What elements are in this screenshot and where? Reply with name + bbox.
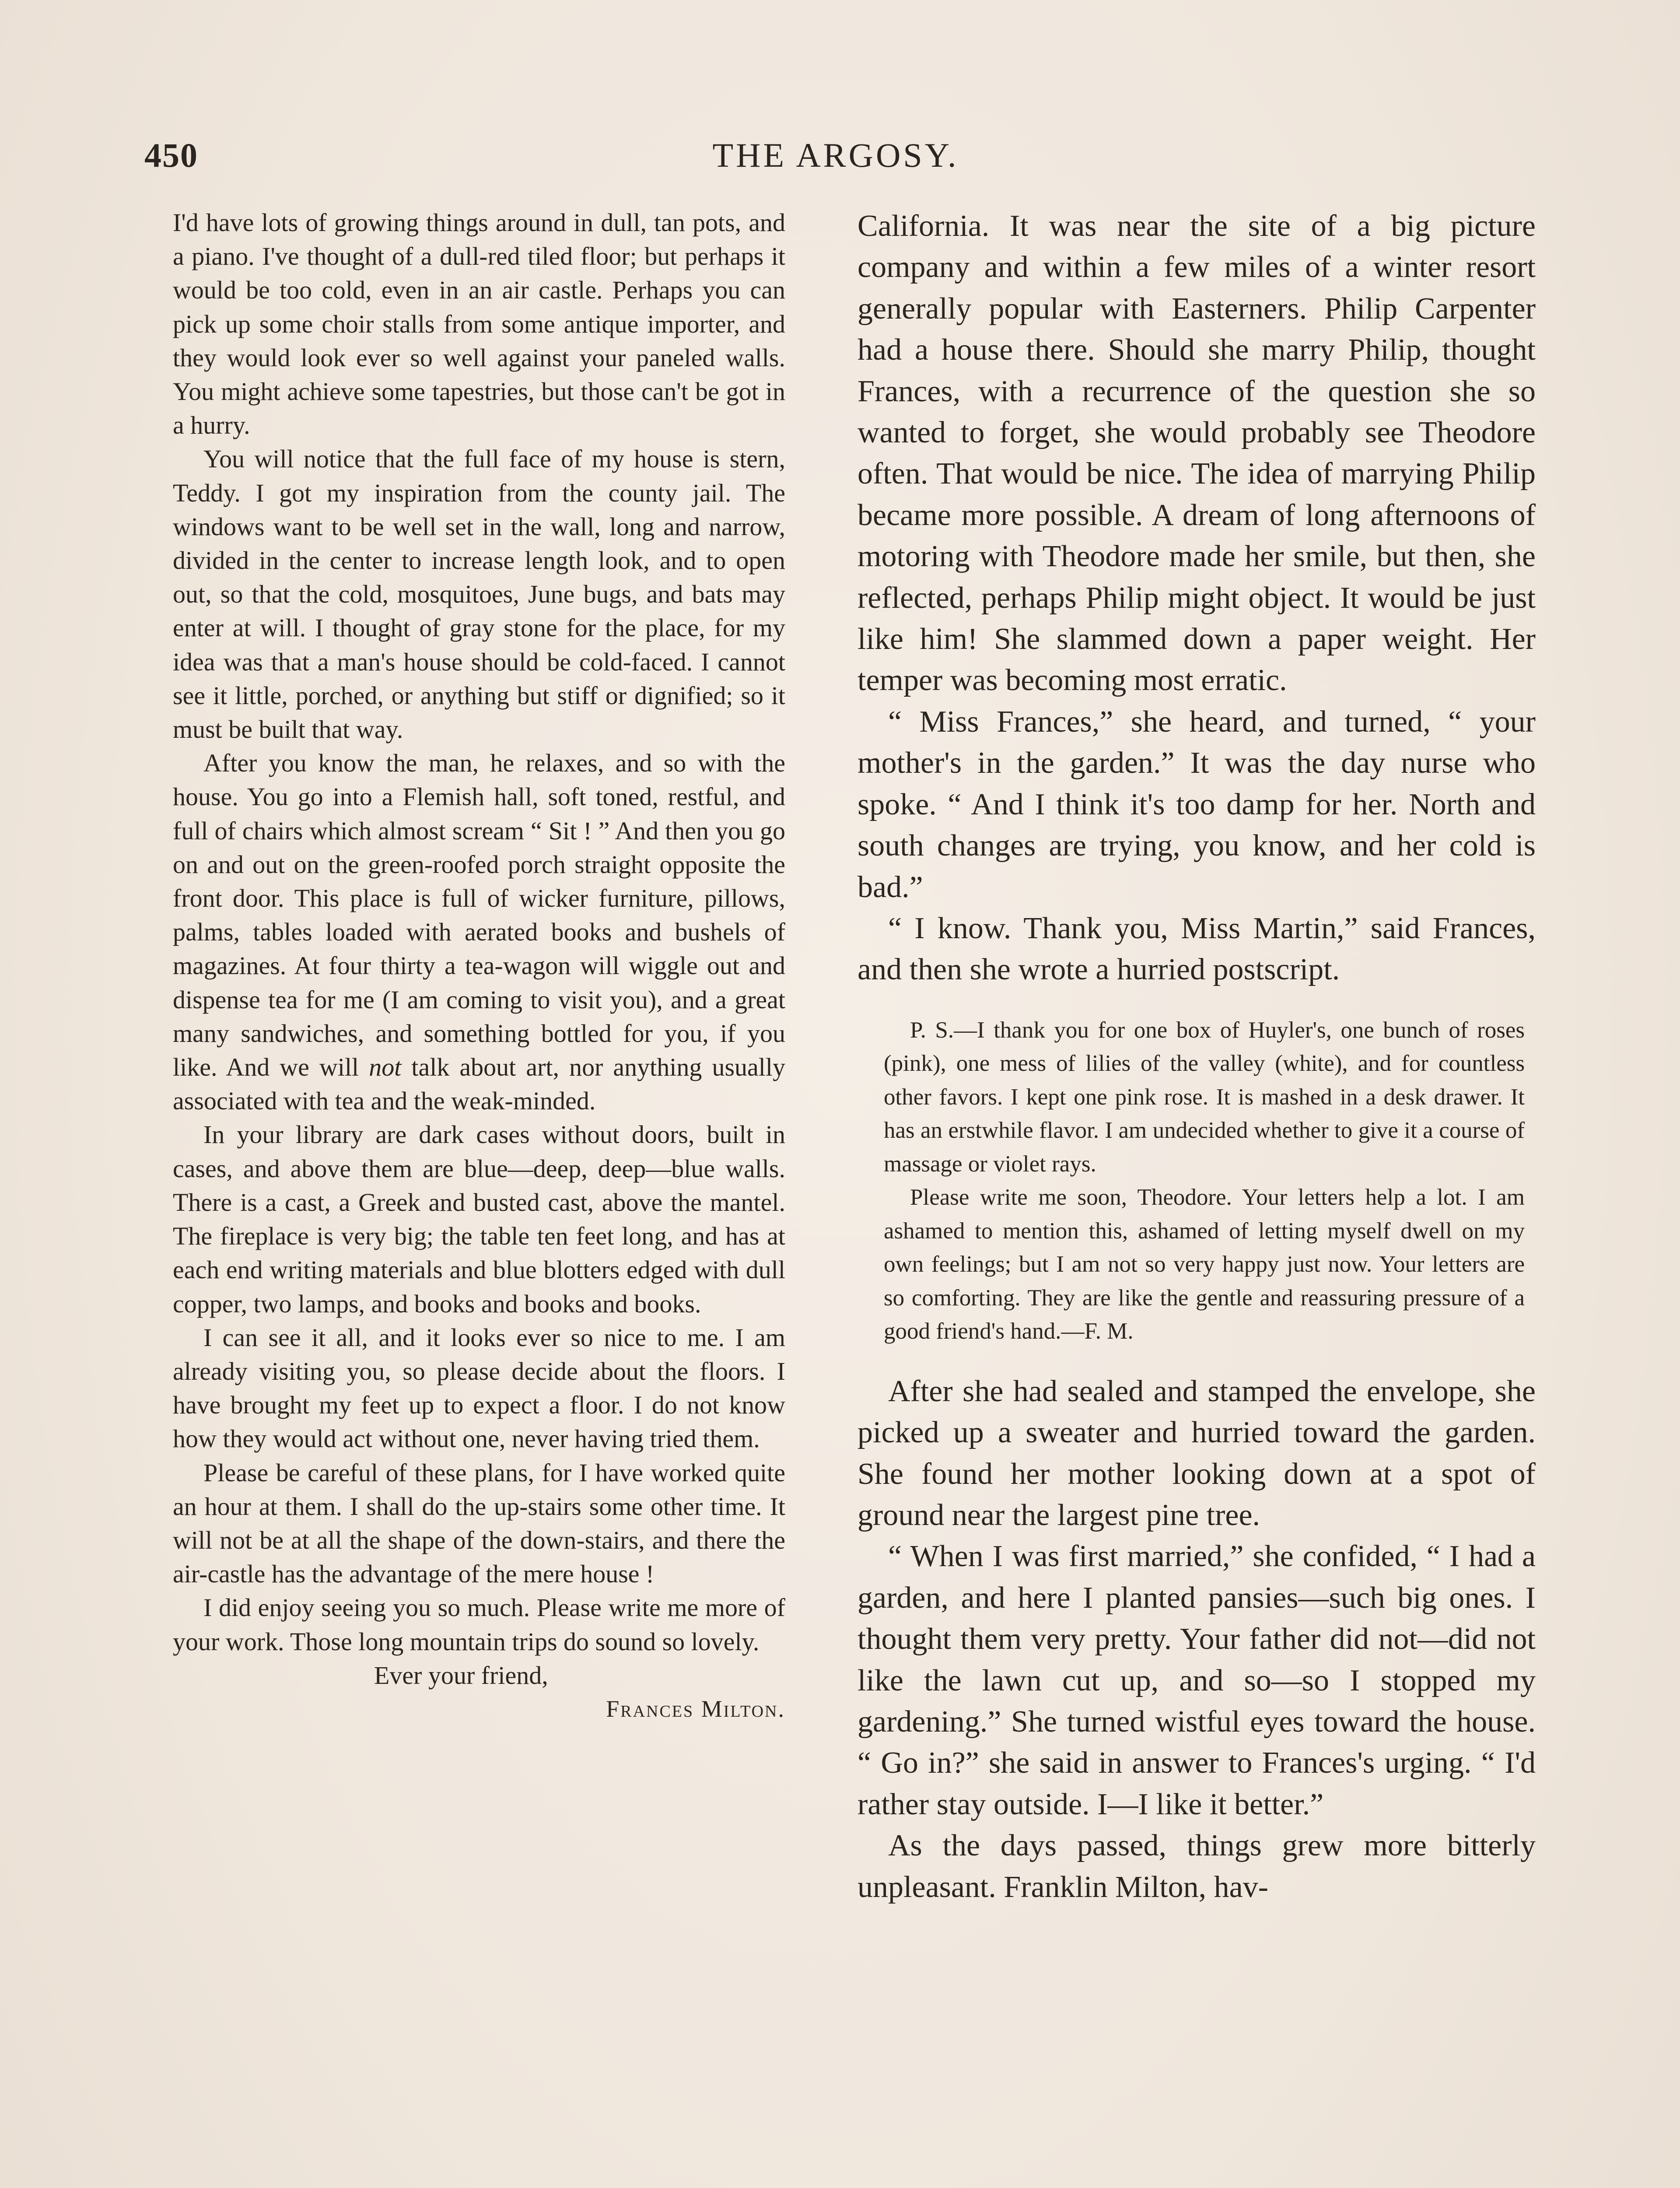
postscript-paragraph: P. S.—I thank you for one box of Huyler's, one bunch of roses (pink), one mess of lilies of the valley (white), and for countless other favors. I kept one pink rose. It is mashed in a desk drawer. It has an erstwhile flavor. I am undecided whether to give it a course of massage or violet rays. (884, 1017, 1525, 1177)
right-narrative-bottom (858, 1371, 1536, 1908)
letter-closing: Ever your friend, (374, 1661, 548, 1690)
narrative-paragraph: “ I know. Thank you, Miss Martin,” said Frances, and then she wrote a hurried postscript. (858, 911, 1536, 987)
narrative-paragraph: “ Miss Frances,” she heard, and turned, “ your mother's in the garden.” It was the day nurse who spoke. “ And I think it's too damp for her. North and south changes are trying, you know, and her cold is bad.” (858, 705, 1536, 904)
right-narrative-top (858, 206, 1536, 991)
letter-paragraph: After you know the man, he relaxes, and so with the house. You go into a Flemish hall, soft toned, restful, and full of chairs which almost scream “ Sit ! ” And then you go on and out on the green-roofed porch straight opposite the front door. This place is full of wicker furniture, pillows, palms, tables loaded with aerated books and bushels of magazines. At four thirty a tea-wagon will wiggle out and dispense tea for me (I am coming to visit you), and a great many sandwiches, and something bottled for you, if you like. And we will not talk about art, nor anything usually associated with tea and the weak-minded. (173, 749, 785, 1115)
right-column (858, 206, 1536, 1908)
page-header (131, 136, 1540, 184)
running-title: THE ARGOSY. (712, 136, 959, 174)
letter-paragraph: I did enjoy seeing you so much. Please write me more of your work. Those long mountain trips do sound so lovely. (173, 1593, 785, 1656)
letter-paragraph: Please be careful of these plans, for I have worked quite an hour at them. I shall do the up-stairs some other time. It will not be at all the shape of the down-stairs, and there the air-castle has the advantage of the mere house ! (173, 1458, 785, 1588)
letter-paragraph: I'd have lots of growing things around in dull, tan pots, and a piano. I've thought of a dull-red tiled floor; but perhaps it would be too cold, even in an air castle. Perhaps you can pick up some choir stalls from some antique importer, and they would look ever so well against your paneled walls. You might achieve some tapestries, but those can't be got in a hurry. (173, 208, 785, 440)
letter-signature: Frances Milton. (606, 1695, 785, 1722)
left-column (173, 206, 785, 1726)
narrative-paragraph: California. It was near the site of a big picture company and within a few miles of a winter resort generally popular with Easterners. Philip Carpenter had a house there. Should she marry Philip, thought Frances, with a recurrence of the question she so wanted to forget, she would probably see Theodore often. That would be nice. The idea of marrying Philip became more possible. A dream of long afternoons of motoring with Theodore made her smile, but then, she reflected, perhaps Philip might object. It would be just like him! She slammed down a paper weight. Her temper was becoming most erratic. (858, 209, 1536, 698)
narrative-paragraph: As the days passed, things grew more bitterly unpleasant. Franklin Milton, hav- (858, 1829, 1536, 1904)
narrative-paragraph: “ When I was first married,” she confided, “ I had a garden, and here I planted pansies—such big ones. I thought them very pretty. Your father did not—did not like the lawn cut up, and so—so I stopped my gardening.” She turned wistful eyes toward the house. “ Go in?” she said in answer to Frances's urging. “ I'd rather stay outside. I—I like it better.” (858, 1539, 1536, 1821)
postscript-paragraph: Please write me soon, Theodore. Your letters help a lot. I am ashamed to mention this, ashamed of letting myself dwell on my own feelings; but I am not so very happy just now. Your letters are so comforting. They are like the gentle and reassuring pressure of a good friend's hand.—F. M. (884, 1185, 1525, 1344)
letter-paragraph: In your library are dark cases without doors, built in cases, and above them are blue—deep, deep—blue walls. There is a cast, a Greek and busted cast, above the mantel. The fireplace is very big; the table ten feet long, and has at each end writing materials and blue blotters edged with dull copper, two lamps, and books and books and books. (173, 1120, 785, 1318)
postscript-block (858, 1013, 1536, 1348)
page-number: 450 (144, 136, 198, 174)
letter-paragraph: I can see it all, and it looks ever so nice to me. I am already visiting you, so please decide about the floors. I have brought my feet up to expect a floor. I do not know how they would act without one, never having tried them. (173, 1323, 785, 1453)
letter-paragraph: You will notice that the full face of my house is stern, Teddy. I got my inspiration from the county jail. The windows want to be well set in the wall, long and narrow, divided in the center to increase length look, and to open out, so that the cold, mosquitoes, June bugs, and bats may enter at will. I thought of gray stone for the place, for my idea was that a man's house should be cold-faced. I cannot see it little, porched, or anything but stiff or dignified; so it must be built that way. (173, 445, 785, 744)
narrative-paragraph: After she had sealed and stamped the envelope, she picked up a sweater and hurried toward the garden. She found her mother looking down at a spot of ground near the largest pine tree. (858, 1374, 1536, 1532)
emphasis-text: not (369, 1053, 402, 1082)
